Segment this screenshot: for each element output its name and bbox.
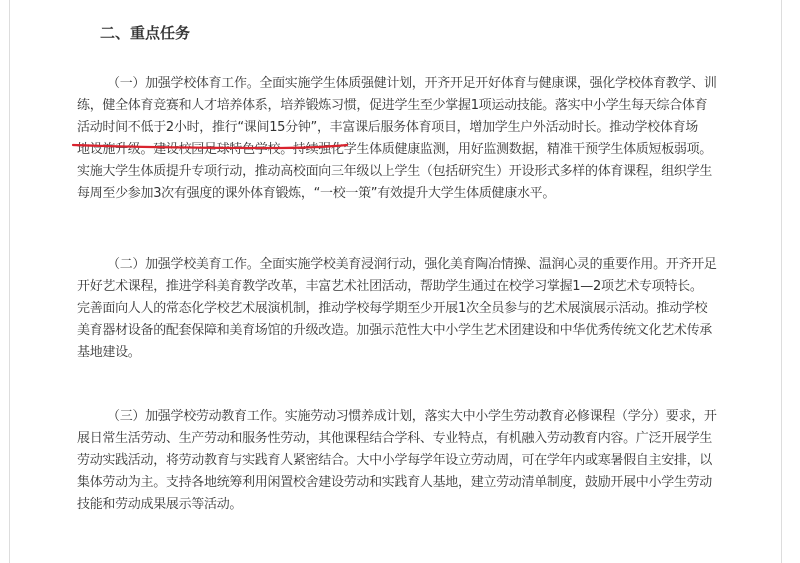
paragraph-line: 练，健全体育竞赛和人才培养体系，培养锻炼习惯，促进学生至少掌握1项运动技能。落实中小学生每天综合体育 [77,98,708,113]
paragraph-line: （一）加强学校体育工作。全面实施学生体质强健计划，开齐开足开好体育与健康课，强化学校体育教学、训 [107,76,717,91]
paragraph-line: 技能和劳动成果展示等活动。 [77,497,243,512]
paragraph-line: 活动时间不低于2小时，推行“课间15分钟”，丰富课后服务体育项目，增加学生户外活动时长。推动学校体育场 [77,120,698,135]
highlight-underline [71,142,349,152]
paragraph-line: 劳动实践活动，将劳动教育与实践育人紧密结合。大中小学每学年设立劳动周，可在学年内或寒暑假自主安排，以 [77,453,713,468]
paragraph-line: 集体劳动为主。支持各地统筹利用闲置校舍建设劳动和实践育人基地，建立劳动清单制度，鼓励开展中小学生劳动 [77,475,713,490]
paragraph-line: 实施大学生体质提升专项行动，推动高校面向三年级以上学生（包括研究生）开设形式多样的体育课程，组织学生 [77,164,713,179]
paragraph-line: 完善面向人人的常态化学校艺术展演机制，推动学校每学期至少开展1次全员参与的艺术展演展示活动。推动学校 [77,301,708,316]
paragraph-sports [77,73,757,205]
paragraph-line: 展日常生活劳动、生产劳动和服务性劳动，其他课程结合学科、专业特点，有机融入劳动教育内容。广泛开展学生 [77,431,713,446]
paragraph-line: 基地建设。 [77,345,141,360]
paragraph-line: 美育器材设备的配套保障和美育场馆的升级改造。加强示范性大中小学生艺术团建设和中华优秀传统文化艺术传承 [77,323,713,338]
paragraph-arts [77,254,757,364]
page-border-right [781,0,782,563]
section-heading: 二、重点任务 [100,24,191,42]
paragraph-line: 地设施升级。建设校园足球特色学校。持续强化学生体质健康监测，用好监测数据，精准干预学生体质短板弱项。 [77,142,713,157]
paragraph-line: 每周至少参加3次有强度的课外体育锻炼，“一校一策”有效提升大学生体质健康水平。 [77,186,556,201]
paragraph-line: （三）加强学校劳动教育工作。实施劳动习惯养成计划，落实大中小学生劳动教育必修课程（学分）要求，开 [107,409,717,424]
paragraph-line: （二）加强学校美育工作。全面实施学校美育浸润行动，强化美育陶冶情操、温润心灵的重要作用。开齐开足 [107,257,717,272]
paragraph-line: 开好艺术课程，推进学科美育教学改革，丰富艺术社团活动，帮助学生通过在校学习掌握1—2项艺术专项特长。 [77,279,703,294]
paragraph-labor [77,406,757,516]
page-border-left [9,0,10,563]
